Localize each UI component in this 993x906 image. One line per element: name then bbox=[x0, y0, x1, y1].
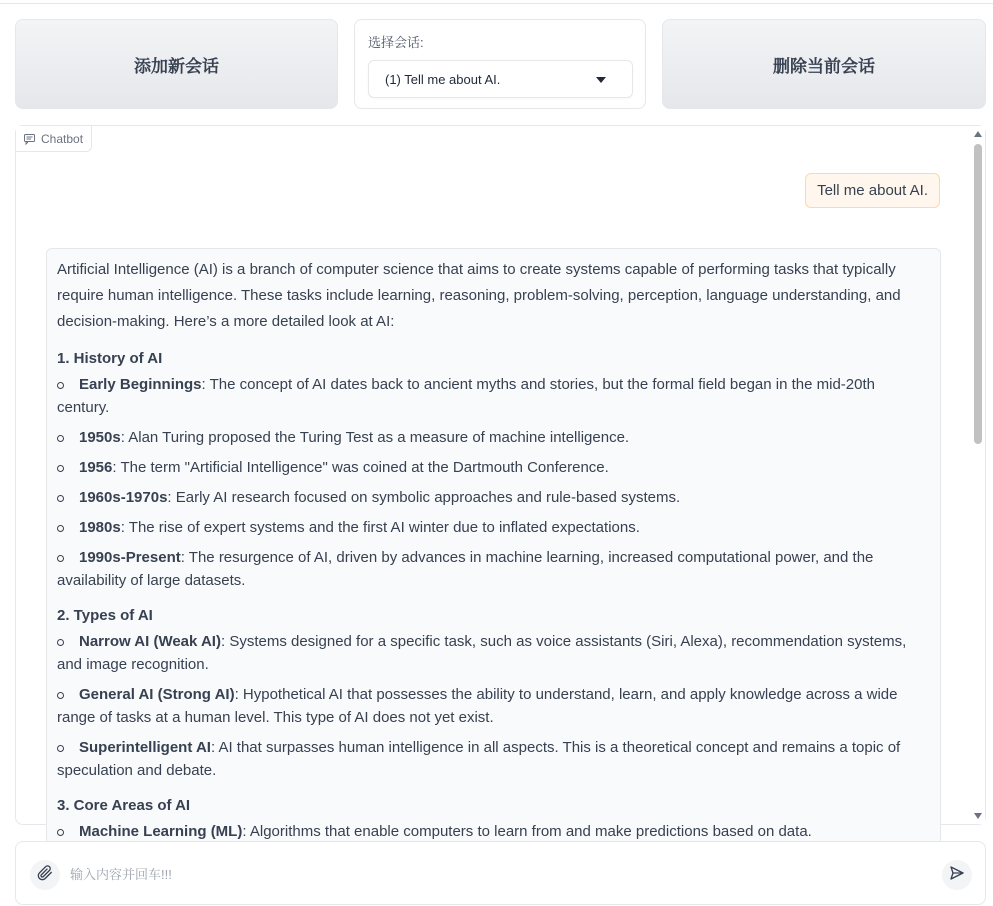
list-item-term: Machine Learning (ML) bbox=[79, 823, 243, 840]
list-item bbox=[57, 456, 930, 479]
list-item-text: : Hypothetical AI that possesses the ability to understand, learn, and apply knowledge across a wide range of tasks at a human level. This type of AI does not yet exist. bbox=[57, 686, 898, 726]
list-item-term: 1990s-Present bbox=[79, 549, 181, 566]
list-item-term: 1980s bbox=[79, 519, 121, 536]
user-message: Tell me about AI. bbox=[805, 173, 940, 208]
caret-down-icon bbox=[596, 77, 606, 83]
list-item-term: Narrow AI (Weak AI) bbox=[79, 633, 221, 650]
list-item-text: : Algorithms that enable computers to learn from and make predictions based on data. bbox=[242, 823, 812, 840]
list-item bbox=[57, 486, 930, 509]
bot-section bbox=[57, 604, 930, 782]
list-item-text: : The resurgence of AI, driven by advances in machine learning, increased computational power, and the availability of large datasets. bbox=[57, 549, 874, 589]
bot-message bbox=[46, 248, 941, 848]
list-item bbox=[57, 516, 930, 539]
section-list bbox=[57, 630, 930, 782]
section-heading: 2. Types of AI bbox=[57, 607, 153, 624]
attach-button[interactable] bbox=[30, 860, 60, 890]
list-item bbox=[57, 630, 930, 676]
bot-section bbox=[57, 347, 930, 592]
section-heading: 1. History of AI bbox=[57, 350, 163, 367]
list-item-text: : The concept of AI dates back to ancient myths and stories, but the formal field began in the mid-20th century. bbox=[57, 376, 875, 416]
add-session-button[interactable]: 添加新会话 bbox=[15, 19, 338, 109]
session-select-dropdown[interactable] bbox=[368, 60, 633, 98]
section-list bbox=[57, 373, 930, 592]
message-input[interactable] bbox=[70, 862, 930, 886]
list-item-term: Superintelligent AI bbox=[79, 739, 211, 756]
send-icon bbox=[949, 865, 965, 886]
list-item-term: 1950s bbox=[79, 429, 121, 446]
list-item bbox=[57, 426, 930, 449]
list-item-text: : The term "Artificial Intelligence" was coined at the Dartmouth Conference. bbox=[112, 459, 609, 476]
list-item-text: : Alan Turing proposed the Turing Test as a measure of machine intelligence. bbox=[120, 429, 630, 446]
chat-scrollbar[interactable] bbox=[971, 126, 985, 824]
bot-intro: Artificial Intelligence (AI) is a branch of computer science that aims to create systems capable of performing tasks that typically require human intelligence. These tasks include learning, reasoning, problem-solving, perception, language understanding, and decision-making. Here’s a more detailed look at AI: bbox=[57, 261, 901, 330]
session-select-label: 选择会话: bbox=[368, 35, 424, 50]
list-item-text: : Early AI research focused on symbolic approaches and rule-based systems. bbox=[167, 489, 681, 506]
list-item-term: Early Beginnings bbox=[79, 376, 202, 393]
list-item bbox=[57, 683, 930, 729]
section-heading: 3. Core Areas of AI bbox=[57, 797, 191, 814]
list-item bbox=[57, 546, 930, 592]
list-item-term: 1956 bbox=[79, 459, 113, 476]
top-divider bbox=[0, 0, 993, 4]
send-button[interactable] bbox=[942, 860, 972, 890]
chatbot-tag bbox=[16, 126, 92, 152]
session-select-value: (1) Tell me about AI. bbox=[385, 71, 501, 87]
session-select-block bbox=[354, 19, 646, 109]
list-item-text: : Systems designed for a specific task, such as voice assistants (Siri, Alexa), recommendation systems, and image recognition. bbox=[57, 633, 907, 673]
list-item-text: : The rise of expert systems and the first AI winter due to inflated expectations. bbox=[120, 519, 640, 536]
chat-bubble-icon bbox=[24, 134, 35, 144]
scroll-down-icon[interactable] bbox=[974, 813, 982, 819]
list-item-text: : AI that surpasses human intelligence in all aspects. This is a theoretical concept and remains a topic of speculation and debate. bbox=[57, 739, 901, 779]
list-item bbox=[57, 373, 930, 419]
chatbot-tag-label: Chatbot bbox=[41, 131, 84, 146]
list-item-term: 1960s-1970s bbox=[79, 489, 168, 506]
chatbot-panel bbox=[15, 125, 986, 840]
bot-section bbox=[57, 794, 930, 843]
scroll-thumb[interactable] bbox=[974, 144, 982, 444]
scroll-up-icon[interactable] bbox=[974, 131, 982, 137]
paperclip-icon bbox=[37, 865, 53, 886]
list-item bbox=[57, 736, 930, 782]
section-list bbox=[57, 820, 930, 843]
message-input-bar bbox=[15, 841, 986, 905]
list-item-term: General AI (Strong AI) bbox=[79, 686, 235, 703]
list-item bbox=[57, 820, 930, 843]
delete-session-button[interactable]: 删除当前会话 bbox=[662, 19, 986, 109]
